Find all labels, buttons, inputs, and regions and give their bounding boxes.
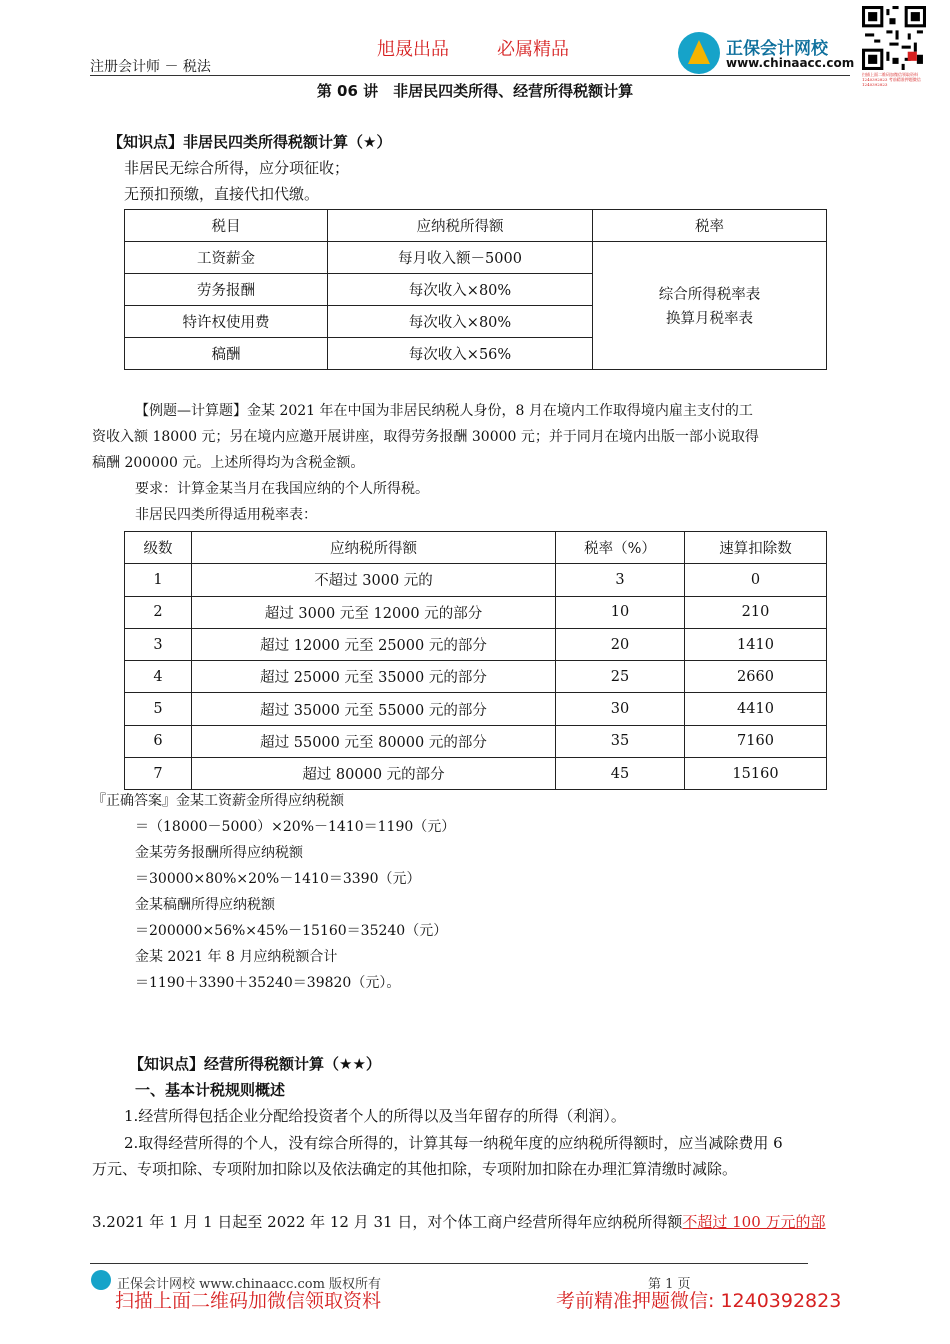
answer-line-8: ＝1190＋3390＋35240＝39820（元）。 bbox=[135, 975, 401, 991]
slogan-1: 旭晟出品 bbox=[377, 39, 449, 60]
table-header: 应纳税所得额 bbox=[192, 532, 556, 564]
table-cell: 20 bbox=[556, 628, 685, 660]
answer-line-3: 金某劳务报酬所得应纳税额 bbox=[135, 845, 303, 861]
table-cell: 1 bbox=[125, 564, 192, 596]
table-row bbox=[125, 596, 827, 628]
footer-copyright: 正保会计网校 www.chinaacc.com 版权所有 bbox=[117, 1277, 382, 1292]
table-cell: 不超过 3000 元的 bbox=[192, 564, 556, 596]
table-cell: 15160 bbox=[685, 758, 827, 790]
table-cell: 6 bbox=[125, 725, 192, 757]
section2-heading: 【知识点】经营所得税额计算（★★） bbox=[129, 1055, 381, 1073]
table-cell: 特许权使用费 bbox=[125, 306, 328, 338]
answer-line-4: ＝30000×80%×20%－1410＝3390（元） bbox=[135, 871, 421, 887]
section2-subheading: 一、基本计税规则概述 bbox=[135, 1081, 286, 1099]
table-cell: 210 bbox=[685, 596, 827, 628]
section2-item-3-highlight: 不超过 100 万元的部 bbox=[682, 1213, 826, 1231]
table-row bbox=[125, 693, 827, 725]
qr-caption: 扫描上面二维码加微信领取资料 1240392823 考前精准押题微信 1240392823 bbox=[862, 72, 921, 87]
income-items-table bbox=[124, 209, 827, 370]
table-cell: 每次收入×80% bbox=[328, 274, 593, 306]
slogan-2: 必属精品 bbox=[497, 39, 569, 60]
section1-heading: 【知识点】非居民四类所得税额计算（★） bbox=[108, 133, 392, 151]
table-cell: 每月收入额－5000 bbox=[328, 242, 593, 274]
table-header: 级数 bbox=[125, 532, 192, 564]
table-row bbox=[125, 628, 827, 660]
table-cell: 超过 3000 元至 12000 元的部分 bbox=[192, 596, 556, 628]
answer-line-1: 『正确答案』金某工资薪金所得应纳税额 bbox=[92, 793, 344, 809]
answer-line-7: 金某 2021 年 8 月应纳税额合计 bbox=[135, 949, 338, 965]
table-cell: 2660 bbox=[685, 661, 827, 693]
example-para-line-1: 【例题—计算题】金某 2021 年在中国为非居民纳税人身份，8 月在境内工作取得境内雇主支付的工 bbox=[135, 403, 753, 419]
table-cell: 2 bbox=[125, 596, 192, 628]
section1-line-1: 非居民无综合所得，应分项征收； bbox=[124, 159, 350, 177]
table-cell: 稿酬 bbox=[125, 338, 328, 370]
table-cell: 0 bbox=[685, 564, 827, 596]
brand-logo-icon bbox=[678, 32, 720, 74]
table-cell: 工资薪金 bbox=[125, 242, 328, 274]
table-cell: 7 bbox=[125, 758, 192, 790]
table-cell: 超过 80000 元的部分 bbox=[192, 758, 556, 790]
table-cell: 超过 12000 元至 25000 元的部分 bbox=[192, 628, 556, 660]
table-header: 速算扣除数 bbox=[685, 532, 827, 564]
footer-divider bbox=[90, 1263, 808, 1264]
rate-line-1: 综合所得税率表 bbox=[658, 287, 761, 303]
table-header: 税目 bbox=[125, 210, 328, 242]
section2-item-2-line-2: 万元、专项扣除、专项附加扣除以及依法确定的其他扣除，专项附加扣除在办理汇算清缴时减除。 bbox=[92, 1160, 738, 1178]
table-cell: 25 bbox=[556, 661, 685, 693]
page-number: 第 1 页 bbox=[648, 1277, 691, 1292]
table-cell: 超过 55000 元至 80000 元的部分 bbox=[192, 725, 556, 757]
rate-cell bbox=[593, 242, 827, 370]
brand-logo bbox=[678, 32, 854, 74]
rate-table-caption: 非居民四类所得适用税率表： bbox=[135, 507, 317, 523]
table-cell: 30 bbox=[556, 693, 685, 725]
table-cell: 劳务报酬 bbox=[125, 274, 328, 306]
table-cell: 7160 bbox=[685, 725, 827, 757]
table-cell: 每次收入×56% bbox=[328, 338, 593, 370]
table-header: 税率（%） bbox=[556, 532, 685, 564]
promo-right: 考前精准押题微信: 1240392823 bbox=[556, 1290, 842, 1312]
brand-name: 正保会计网校 bbox=[726, 39, 828, 59]
table-header: 税率 bbox=[593, 210, 827, 242]
table-row bbox=[125, 661, 827, 693]
footer-logo-icon bbox=[91, 1270, 111, 1290]
promo-left: 扫描上面二维码加微信领取资料 bbox=[115, 1290, 382, 1312]
table-cell: 45 bbox=[556, 758, 685, 790]
table-row bbox=[125, 564, 827, 596]
answer-line-2: ＝（18000－5000）×20%－1410＝1190（元） bbox=[135, 819, 456, 835]
course-label: 注册会计师 － 税法 bbox=[90, 59, 211, 75]
qr-code-icon bbox=[862, 6, 926, 70]
section2-item-3-text: 3.2021 年 1 月 1 日起至 2022 年 12 月 31 日，对个体工商户经营所得年应纳税所得额 bbox=[92, 1213, 683, 1231]
table-cell: 4 bbox=[125, 661, 192, 693]
section2-item-1: 1.经营所得包括企业分配给投资者个人的所得以及当年留存的所得（利润）。 bbox=[124, 1107, 626, 1125]
table-cell: 10 bbox=[556, 596, 685, 628]
rate-table bbox=[124, 531, 827, 790]
table-cell: 超过 25000 元至 35000 元的部分 bbox=[192, 661, 556, 693]
table-cell: 4410 bbox=[685, 693, 827, 725]
header-divider bbox=[90, 75, 850, 76]
table-row bbox=[125, 758, 827, 790]
table-row bbox=[125, 725, 827, 757]
section2-item-2-line-1: 2.取得经营所得的个人，没有综合所得的，计算其每一纳税年度的应纳税所得额时，应当减除费用 6 bbox=[124, 1134, 783, 1152]
table-cell: 5 bbox=[125, 693, 192, 725]
table-cell: 35 bbox=[556, 725, 685, 757]
rate-line-2: 换算月税率表 bbox=[666, 311, 753, 327]
page-title: 第 06 讲 非居民四类所得、经营所得税额计算 bbox=[316, 82, 634, 100]
example-para-line-3: 稿酬 200000 元。上述所得均为含税金额。 bbox=[92, 455, 365, 471]
table-cell: 3 bbox=[125, 628, 192, 660]
table-cell: 超过 35000 元至 55000 元的部分 bbox=[192, 693, 556, 725]
table-cell: 3 bbox=[556, 564, 685, 596]
table-cell: 1410 bbox=[685, 628, 827, 660]
table-header: 应纳税所得额 bbox=[328, 210, 593, 242]
section2-item-3 bbox=[92, 1212, 826, 1232]
example-requirement: 要求：计算金某当月在我国应纳的个人所得税。 bbox=[135, 481, 429, 497]
table-cell: 每次收入×80% bbox=[328, 306, 593, 338]
example-para-line-2: 资收入额 18000 元；另在境内应邀开展讲座，取得劳务报酬 30000 元；并于同月在境内出版一部小说取得 bbox=[92, 429, 759, 445]
brand-url: www.chinaacc.com bbox=[726, 56, 855, 70]
answer-line-5: 金某稿酬所得应纳税额 bbox=[135, 897, 275, 913]
answer-line-6: ＝200000×56%×45%－15160＝35240（元） bbox=[135, 923, 448, 939]
section1-line-2: 无预扣预缴，直接代扣代缴。 bbox=[124, 185, 320, 203]
